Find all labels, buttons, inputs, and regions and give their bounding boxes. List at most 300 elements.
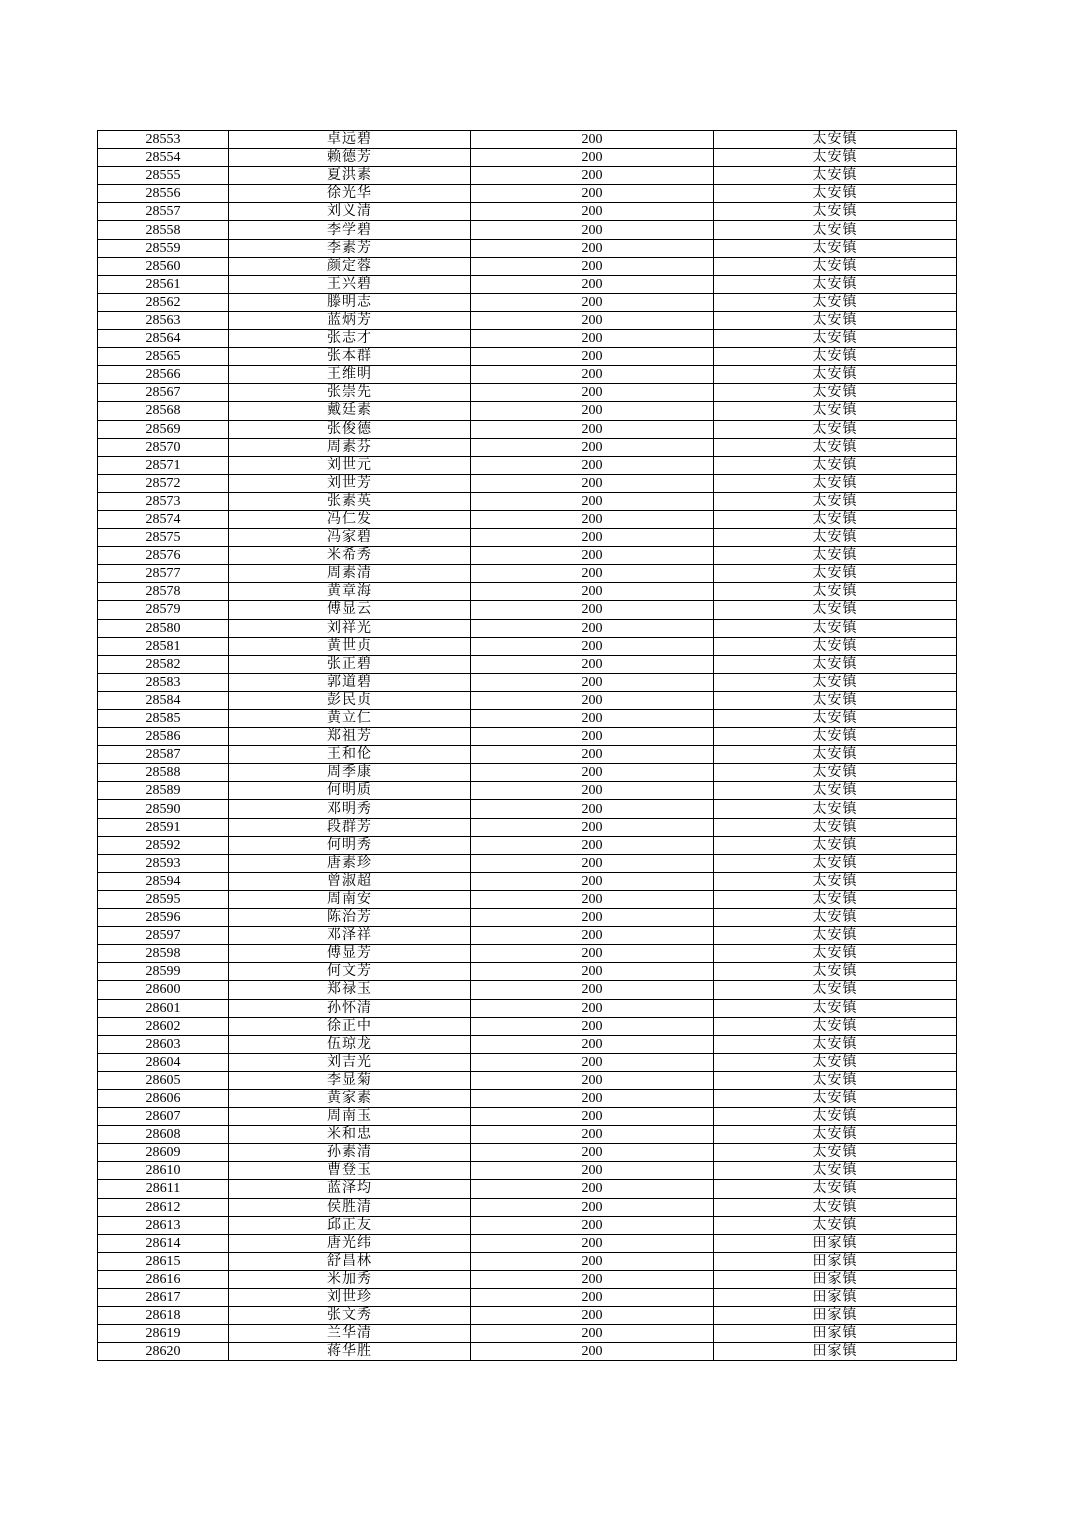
person-name-cell: 曹登玉	[229, 1162, 471, 1180]
row-number-cell: 28595	[98, 890, 229, 908]
row-number-cell: 28560	[98, 257, 229, 275]
town-cell: 太安镇	[714, 1053, 957, 1071]
table-row	[98, 583, 957, 601]
amount-cell: 200	[471, 1071, 714, 1089]
town-cell: 太安镇	[714, 601, 957, 619]
amount-cell: 200	[471, 691, 714, 709]
person-name-cell: 邱正友	[229, 1216, 471, 1234]
town-cell: 太安镇	[714, 402, 957, 420]
person-name-cell: 伍琼龙	[229, 1035, 471, 1053]
row-number-cell: 28615	[98, 1252, 229, 1270]
town-cell: 太安镇	[714, 728, 957, 746]
person-name-cell: 卓远碧	[229, 131, 471, 149]
town-cell: 太安镇	[714, 872, 957, 890]
table-row	[98, 185, 957, 203]
town-cell: 太安镇	[714, 438, 957, 456]
table-row	[98, 1035, 957, 1053]
person-name-cell: 周南玉	[229, 1108, 471, 1126]
town-cell: 太安镇	[714, 691, 957, 709]
person-name-cell: 侯胜清	[229, 1198, 471, 1216]
person-name-cell: 刘祥光	[229, 619, 471, 637]
amount-cell: 200	[471, 800, 714, 818]
row-number-cell: 28563	[98, 311, 229, 329]
table-row	[98, 945, 957, 963]
town-cell: 太安镇	[714, 1144, 957, 1162]
town-cell: 太安镇	[714, 963, 957, 981]
amount-cell: 200	[471, 366, 714, 384]
row-number-cell: 28579	[98, 601, 229, 619]
amount-cell: 200	[471, 275, 714, 293]
person-name-cell: 黄家素	[229, 1089, 471, 1107]
town-cell: 田家镇	[714, 1307, 957, 1325]
person-name-cell: 张志才	[229, 330, 471, 348]
table-row	[98, 203, 957, 221]
row-number-cell: 28571	[98, 456, 229, 474]
table-row	[98, 1144, 957, 1162]
table-row	[98, 619, 957, 637]
person-name-cell: 颜定蓉	[229, 257, 471, 275]
row-number-cell: 28600	[98, 981, 229, 999]
row-number-cell: 28557	[98, 203, 229, 221]
town-cell: 太安镇	[714, 275, 957, 293]
town-cell: 太安镇	[714, 330, 957, 348]
row-number-cell: 28568	[98, 402, 229, 420]
table-row	[98, 1270, 957, 1288]
table-row	[98, 818, 957, 836]
amount-cell: 200	[471, 257, 714, 275]
table-row	[98, 131, 957, 149]
row-number-cell: 28598	[98, 945, 229, 963]
row-number-cell: 28612	[98, 1198, 229, 1216]
table-row	[98, 909, 957, 927]
person-name-cell: 李显菊	[229, 1071, 471, 1089]
town-cell: 太安镇	[714, 1216, 957, 1234]
row-number-cell: 28581	[98, 637, 229, 655]
row-number-cell: 28592	[98, 836, 229, 854]
amount-cell: 200	[471, 1270, 714, 1288]
row-number-cell: 28611	[98, 1180, 229, 1198]
row-number-cell: 28609	[98, 1144, 229, 1162]
row-number-cell: 28601	[98, 999, 229, 1017]
row-number-cell: 28597	[98, 927, 229, 945]
town-cell: 太安镇	[714, 366, 957, 384]
person-name-cell: 张正碧	[229, 655, 471, 673]
table-row	[98, 764, 957, 782]
town-cell: 太安镇	[714, 746, 957, 764]
person-name-cell: 周素清	[229, 565, 471, 583]
table-row	[98, 438, 957, 456]
town-cell: 太安镇	[714, 456, 957, 474]
row-number-cell: 28575	[98, 529, 229, 547]
table-row	[98, 311, 957, 329]
person-name-cell: 张俊德	[229, 420, 471, 438]
table-row	[98, 275, 957, 293]
row-number-cell: 28596	[98, 909, 229, 927]
table-row	[98, 1180, 957, 1198]
town-cell: 太安镇	[714, 420, 957, 438]
person-name-cell: 张崇先	[229, 384, 471, 402]
table-row	[98, 1126, 957, 1144]
person-name-cell: 陈治芳	[229, 909, 471, 927]
person-name-cell: 段群芳	[229, 818, 471, 836]
town-cell: 太安镇	[714, 348, 957, 366]
amount-cell: 200	[471, 547, 714, 565]
town-cell: 太安镇	[714, 637, 957, 655]
town-cell: 太安镇	[714, 565, 957, 583]
table-row	[98, 348, 957, 366]
person-name-cell: 舒昌林	[229, 1252, 471, 1270]
town-cell: 太安镇	[714, 492, 957, 510]
person-name-cell: 兰华清	[229, 1325, 471, 1343]
town-cell: 太安镇	[714, 854, 957, 872]
person-name-cell: 冯仁发	[229, 510, 471, 528]
amount-cell: 200	[471, 1108, 714, 1126]
town-cell: 太安镇	[714, 1126, 957, 1144]
amount-cell: 200	[471, 673, 714, 691]
town-cell: 田家镇	[714, 1289, 957, 1307]
amount-cell: 200	[471, 1089, 714, 1107]
town-cell: 太安镇	[714, 239, 957, 257]
table-row	[98, 1307, 957, 1325]
row-number-cell: 28599	[98, 963, 229, 981]
amount-cell: 200	[471, 456, 714, 474]
amount-cell: 200	[471, 728, 714, 746]
row-number-cell: 28586	[98, 728, 229, 746]
row-number-cell: 28569	[98, 420, 229, 438]
town-cell: 田家镇	[714, 1325, 957, 1343]
town-cell: 太安镇	[714, 529, 957, 547]
row-number-cell: 28577	[98, 565, 229, 583]
person-name-cell: 周素芬	[229, 438, 471, 456]
town-cell: 太安镇	[714, 890, 957, 908]
town-cell: 田家镇	[714, 1270, 957, 1288]
row-number-cell: 28555	[98, 167, 229, 185]
person-name-cell: 滕明志	[229, 293, 471, 311]
person-name-cell: 李素芳	[229, 239, 471, 257]
amount-cell: 200	[471, 1343, 714, 1361]
town-cell: 太安镇	[714, 927, 957, 945]
person-name-cell: 邓明秀	[229, 800, 471, 818]
person-name-cell: 冯家碧	[229, 529, 471, 547]
table-row	[98, 366, 957, 384]
table-row	[98, 728, 957, 746]
amount-cell: 200	[471, 402, 714, 420]
amount-cell: 200	[471, 1252, 714, 1270]
town-cell: 太安镇	[714, 510, 957, 528]
amount-cell: 200	[471, 1053, 714, 1071]
table-row	[98, 547, 957, 565]
table-row	[98, 1198, 957, 1216]
town-cell: 太安镇	[714, 384, 957, 402]
town-cell: 太安镇	[714, 981, 957, 999]
amount-cell: 200	[471, 583, 714, 601]
amount-cell: 200	[471, 999, 714, 1017]
row-number-cell: 28593	[98, 854, 229, 872]
amount-cell: 200	[471, 131, 714, 149]
amount-cell: 200	[471, 1289, 714, 1307]
town-cell: 太安镇	[714, 167, 957, 185]
person-name-cell: 刘吉光	[229, 1053, 471, 1071]
amount-cell: 200	[471, 293, 714, 311]
table-row	[98, 1325, 957, 1343]
amount-cell: 200	[471, 221, 714, 239]
table-row	[98, 565, 957, 583]
row-number-cell: 28562	[98, 293, 229, 311]
person-name-cell: 彭民贞	[229, 691, 471, 709]
person-name-cell: 曾淑超	[229, 872, 471, 890]
town-cell: 太安镇	[714, 185, 957, 203]
row-number-cell: 28572	[98, 474, 229, 492]
table-row	[98, 637, 957, 655]
table-row	[98, 529, 957, 547]
amount-cell: 200	[471, 492, 714, 510]
town-cell: 太安镇	[714, 1180, 957, 1198]
town-cell: 太安镇	[714, 221, 957, 239]
row-number-cell: 28580	[98, 619, 229, 637]
table-row	[98, 257, 957, 275]
row-number-cell: 28606	[98, 1089, 229, 1107]
person-name-cell: 米希秀	[229, 547, 471, 565]
person-name-cell: 黄章海	[229, 583, 471, 601]
amount-cell: 200	[471, 384, 714, 402]
amount-cell: 200	[471, 167, 714, 185]
town-cell: 太安镇	[714, 945, 957, 963]
row-number-cell: 28585	[98, 710, 229, 728]
town-cell: 太安镇	[714, 583, 957, 601]
table-row	[98, 872, 957, 890]
table-row	[98, 1252, 957, 1270]
town-cell: 太安镇	[714, 311, 957, 329]
person-name-cell: 王和伦	[229, 746, 471, 764]
person-name-cell: 郑禄玉	[229, 981, 471, 999]
town-cell: 太安镇	[714, 1108, 957, 1126]
row-number-cell: 28566	[98, 366, 229, 384]
row-number-cell: 28590	[98, 800, 229, 818]
amount-cell: 200	[471, 963, 714, 981]
person-name-cell: 张文秀	[229, 1307, 471, 1325]
row-number-cell: 28613	[98, 1216, 229, 1234]
town-cell: 太安镇	[714, 1089, 957, 1107]
row-number-cell: 28574	[98, 510, 229, 528]
person-name-cell: 邓泽祥	[229, 927, 471, 945]
person-name-cell: 傅显云	[229, 601, 471, 619]
table-row	[98, 167, 957, 185]
town-cell: 太安镇	[714, 782, 957, 800]
person-name-cell: 赖德芳	[229, 149, 471, 167]
amount-cell: 200	[471, 330, 714, 348]
person-name-cell: 戴廷素	[229, 402, 471, 420]
row-number-cell: 28619	[98, 1325, 229, 1343]
amount-cell: 200	[471, 565, 714, 583]
amount-cell: 200	[471, 909, 714, 927]
table-row	[98, 710, 957, 728]
person-name-cell: 何文芳	[229, 963, 471, 981]
table-row	[98, 1017, 957, 1035]
town-cell: 太安镇	[714, 257, 957, 275]
town-cell: 太安镇	[714, 293, 957, 311]
table-row	[98, 890, 957, 908]
amount-cell: 200	[471, 981, 714, 999]
table-row	[98, 474, 957, 492]
town-cell: 太安镇	[714, 764, 957, 782]
amount-cell: 200	[471, 420, 714, 438]
amount-cell: 200	[471, 637, 714, 655]
row-number-cell: 28603	[98, 1035, 229, 1053]
row-number-cell: 28616	[98, 1270, 229, 1288]
amount-cell: 200	[471, 1216, 714, 1234]
amount-cell: 200	[471, 239, 714, 257]
town-cell: 太安镇	[714, 1162, 957, 1180]
table-row	[98, 836, 957, 854]
amount-cell: 200	[471, 1126, 714, 1144]
person-name-cell: 黄立仁	[229, 710, 471, 728]
amount-cell: 200	[471, 438, 714, 456]
table-row	[98, 782, 957, 800]
person-name-cell: 郭道碧	[229, 673, 471, 691]
table-row	[98, 1216, 957, 1234]
row-number-cell: 28602	[98, 1017, 229, 1035]
table-row	[98, 1108, 957, 1126]
town-cell: 太安镇	[714, 655, 957, 673]
table-row	[98, 1343, 957, 1361]
person-name-cell: 刘世元	[229, 456, 471, 474]
table-row	[98, 854, 957, 872]
town-cell: 田家镇	[714, 1234, 957, 1252]
person-name-cell: 徐正中	[229, 1017, 471, 1035]
table-row	[98, 456, 957, 474]
row-number-cell: 28614	[98, 1234, 229, 1252]
person-name-cell: 周季康	[229, 764, 471, 782]
table-row	[98, 981, 957, 999]
table-row	[98, 221, 957, 239]
town-cell: 太安镇	[714, 1035, 957, 1053]
row-number-cell: 28589	[98, 782, 229, 800]
town-cell: 太安镇	[714, 547, 957, 565]
table-row	[98, 601, 957, 619]
town-cell: 太安镇	[714, 836, 957, 854]
amount-cell: 200	[471, 746, 714, 764]
person-name-cell: 蒋华胜	[229, 1343, 471, 1361]
town-cell: 太安镇	[714, 149, 957, 167]
amount-cell: 200	[471, 185, 714, 203]
amount-cell: 200	[471, 1162, 714, 1180]
row-number-cell: 28567	[98, 384, 229, 402]
row-number-cell: 28570	[98, 438, 229, 456]
table-row	[98, 691, 957, 709]
table-row	[98, 402, 957, 420]
town-cell: 太安镇	[714, 619, 957, 637]
person-name-cell: 王维明	[229, 366, 471, 384]
table-row	[98, 1071, 957, 1089]
town-cell: 太安镇	[714, 818, 957, 836]
row-number-cell: 28559	[98, 239, 229, 257]
amount-cell: 200	[471, 311, 714, 329]
row-number-cell: 28605	[98, 1071, 229, 1089]
table-row	[98, 384, 957, 402]
table-row	[98, 1289, 957, 1307]
amount-cell: 200	[471, 1325, 714, 1343]
row-number-cell: 28558	[98, 221, 229, 239]
amount-cell: 200	[471, 764, 714, 782]
town-cell: 太安镇	[714, 999, 957, 1017]
amount-cell: 200	[471, 348, 714, 366]
person-name-cell: 孙素清	[229, 1144, 471, 1162]
person-name-cell: 刘义清	[229, 203, 471, 221]
person-name-cell: 蓝炳芳	[229, 311, 471, 329]
person-name-cell: 何明质	[229, 782, 471, 800]
table-row	[98, 927, 957, 945]
row-number-cell: 28553	[98, 131, 229, 149]
person-name-cell: 郑祖芳	[229, 728, 471, 746]
row-number-cell: 28604	[98, 1053, 229, 1071]
row-number-cell: 28584	[98, 691, 229, 709]
town-cell: 太安镇	[714, 1071, 957, 1089]
amount-cell: 200	[471, 945, 714, 963]
town-cell: 太安镇	[714, 203, 957, 221]
town-cell: 田家镇	[714, 1252, 957, 1270]
person-name-cell: 米和忠	[229, 1126, 471, 1144]
row-number-cell: 28583	[98, 673, 229, 691]
amount-cell: 200	[471, 474, 714, 492]
table-row	[98, 239, 957, 257]
table-row	[98, 655, 957, 673]
person-name-cell: 刘世芳	[229, 474, 471, 492]
amount-cell: 200	[471, 1180, 714, 1198]
amount-cell: 200	[471, 1198, 714, 1216]
person-name-cell: 米加秀	[229, 1270, 471, 1288]
person-name-cell: 夏洪素	[229, 167, 471, 185]
amount-cell: 200	[471, 927, 714, 945]
row-number-cell: 28554	[98, 149, 229, 167]
table-row	[98, 1089, 957, 1107]
table-row	[98, 999, 957, 1017]
person-name-cell: 李学碧	[229, 221, 471, 239]
person-name-cell: 孙怀清	[229, 999, 471, 1017]
table-row	[98, 963, 957, 981]
table-row	[98, 746, 957, 764]
town-cell: 太安镇	[714, 800, 957, 818]
row-number-cell: 28618	[98, 1307, 229, 1325]
person-name-cell: 何明秀	[229, 836, 471, 854]
town-cell: 太安镇	[714, 909, 957, 927]
town-cell: 田家镇	[714, 1343, 957, 1361]
row-number-cell: 28556	[98, 185, 229, 203]
amount-cell: 200	[471, 203, 714, 221]
person-name-cell: 蓝泽均	[229, 1180, 471, 1198]
row-number-cell: 28582	[98, 655, 229, 673]
person-name-cell: 周南安	[229, 890, 471, 908]
row-number-cell: 28610	[98, 1162, 229, 1180]
amount-cell: 200	[471, 1035, 714, 1053]
row-number-cell: 28565	[98, 348, 229, 366]
town-cell: 太安镇	[714, 1198, 957, 1216]
row-number-cell: 28591	[98, 818, 229, 836]
person-name-cell: 徐光华	[229, 185, 471, 203]
table-row	[98, 149, 957, 167]
town-cell: 太安镇	[714, 1017, 957, 1035]
amount-cell: 200	[471, 601, 714, 619]
row-number-cell: 28587	[98, 746, 229, 764]
amount-cell: 200	[471, 655, 714, 673]
table-row	[98, 510, 957, 528]
person-name-cell: 唐光纬	[229, 1234, 471, 1252]
amount-cell: 200	[471, 1017, 714, 1035]
table-row	[98, 1053, 957, 1071]
person-name-cell: 黄世贞	[229, 637, 471, 655]
table-row	[98, 492, 957, 510]
amount-cell: 200	[471, 619, 714, 637]
person-name-cell: 张素英	[229, 492, 471, 510]
